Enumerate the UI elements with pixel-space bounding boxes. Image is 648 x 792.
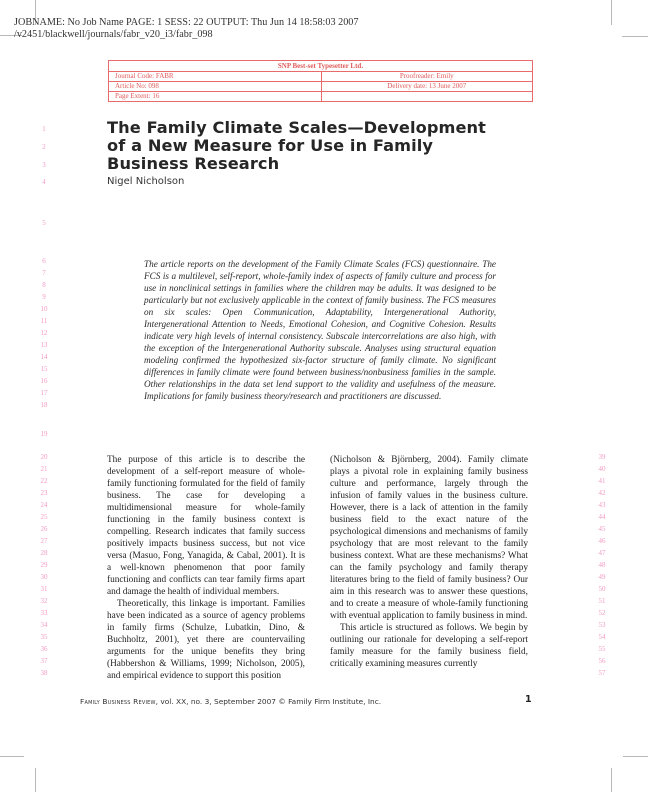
line-number: 13 [40, 341, 48, 349]
body-column-right [330, 454, 528, 670]
line-number: 16 [40, 377, 48, 385]
line-number: 21 [40, 465, 48, 473]
line-number: 17 [40, 389, 48, 397]
line-number: 51 [598, 597, 606, 605]
page-number: 1 [525, 694, 532, 705]
journal-footer [80, 697, 381, 706]
line-number: 49 [598, 573, 606, 581]
line-number: 22 [40, 477, 48, 485]
line-number: 40 [598, 465, 606, 473]
line-number: 36 [40, 645, 48, 653]
line-number: 23 [40, 489, 48, 497]
line-number: 54 [598, 633, 606, 641]
crop-mark [35, 768, 36, 792]
title-line: Business Research [107, 154, 280, 173]
abstract: The article reports on the development of the Family Climate Scales (FCS) questionnaire. The FCS is a multilevel, self-report, whole-family index of aspects of family culture and process for use in nonclinical settings in families where the children may be adults. It was designed to be particularly but not exclusively applicable in the context of family business. The FCS measures on six scales: Open Communication, Adaptability, Intergenerational Authority, Intergenerational Attention to Needs, Emotional Cohesion, and Cognitive Cohesion. Results indicate very high levels of internal consistency. Subscale intercorrelations are also high, with the exception of the Intergenerational Authority subscale. Analyses using structural equation modeling confirmed the hypothesized six-factor structure of family climate. No significant differences in family climate were found between business/nonbusiness families in the sample. Other relationships in the data set lend support to the validity and usefulness of the measure. Implications for family business theory/research and practitioners are discussed. [144, 259, 496, 401]
line-number: 35 [40, 633, 48, 641]
line-number: 48 [598, 561, 606, 569]
proof-box-header: SNP Best-set Typesetter Ltd. [109, 61, 532, 72]
typesetter-proof-box [108, 60, 533, 102]
line-number: 57 [598, 669, 606, 677]
line-number: 47 [598, 549, 606, 557]
crop-mark [0, 756, 24, 757]
line-number: 53 [598, 621, 606, 629]
proofreader: Proofreader: Emily [321, 72, 533, 81]
line-number: 31 [40, 585, 48, 593]
line-number: 42 [598, 489, 606, 497]
line-number: 52 [598, 609, 606, 617]
line-number: 11 [40, 317, 48, 325]
crop-mark [622, 36, 648, 37]
proof-box-row [109, 72, 532, 82]
line-number: 19 [40, 430, 48, 438]
line-number: 18 [40, 401, 48, 409]
line-number: 28 [40, 549, 48, 557]
proof-box-row [109, 92, 532, 101]
line-number: 55 [598, 645, 606, 653]
proof-box-row [109, 82, 532, 92]
line-number: 9 [42, 293, 46, 301]
page-extent: Page Extent: 16 [115, 92, 160, 100]
crop-mark [623, 756, 648, 757]
journal-name: Family Business Review [80, 697, 156, 706]
journal-code: Journal Code: FABR [115, 72, 174, 80]
line-number: 7 [42, 269, 46, 277]
line-number: 56 [598, 657, 606, 665]
line-number: 50 [598, 585, 606, 593]
line-number: 4 [42, 178, 46, 186]
line-number: 37 [40, 657, 48, 665]
line-number: 8 [42, 281, 46, 289]
article-title [107, 119, 527, 173]
body-paragraph: This article is structured as follows. We begin by outlining our rationale for developing a self-report family measure for the family business field, critically examining measures currently [330, 623, 528, 669]
line-number: 14 [40, 353, 48, 361]
job-header-line-1: JOBNAME: No Job Name PAGE: 1 SESS: 22 OUTPUT: Thu Jun 14 18:58:03 2007 [14, 17, 359, 28]
journal-citation: , vol. XX, no. 3, September 2007 © Family Firm Institute, Inc. [155, 697, 382, 706]
delivery-date: Delivery date: 13 June 2007 [321, 82, 533, 91]
line-number: 46 [598, 537, 606, 545]
line-number: 6 [42, 257, 46, 265]
line-number: 3 [42, 161, 46, 169]
line-number: 41 [598, 477, 606, 485]
crop-mark [611, 768, 612, 792]
line-number: 20 [40, 453, 48, 461]
line-number: 30 [40, 573, 48, 581]
line-number: 44 [598, 513, 606, 521]
body-paragraph: The purpose of this article is to describe the development of a self-report measure of whole-family functioning formulated for the field of family business. The case for developing a multidimensional measure for whole-family functioning in the family business context is compelling. Research indicates that family success positively impacts business success, but not vice versa (Masuo, Fong, Yanagida, & Cabal, 2001). It is a well-known phenomenon that poor family functioning and conflicts can tear family firms apart and damage the health of individual members. [107, 455, 305, 597]
line-number: 45 [598, 525, 606, 533]
line-number: 24 [40, 501, 48, 509]
line-number: 25 [40, 513, 48, 521]
line-number: 33 [40, 609, 48, 617]
line-number: 26 [40, 525, 48, 533]
line-number: 38 [40, 669, 48, 677]
line-number: 32 [40, 597, 48, 605]
line-number: 34 [40, 621, 48, 629]
line-number: 10 [40, 305, 48, 313]
line-number: 1 [42, 125, 46, 133]
line-number: 29 [40, 561, 48, 569]
title-line: of a New Measure for Use in Family [107, 136, 434, 155]
line-number: 15 [40, 365, 48, 373]
author-name: Nigel Nicholson [107, 176, 185, 187]
body-column-left [107, 454, 305, 682]
crop-mark [611, 0, 612, 25]
body-paragraph: (Nicholson & Björnberg, 2004). Family climate plays a pivotal role in explaining family business culture and performance, largely through the infusion of family values in the business culture. However, there is a lack of attention in the family business field to the exact nature of the psychological dimensions and mechanisms of family psychology that are most relevant to the family business context. What are these mechanisms? What can the family psychology and family therapy literatures bring to the field of family business? Our aim in this research was to answer these questions, and to create a measure of whole-family functioning with eventual application to family business in mind. [330, 455, 528, 621]
empty-cell [321, 92, 533, 101]
article-number: Article No: 098 [115, 82, 159, 90]
line-number: 2 [42, 143, 46, 151]
line-number: 27 [40, 537, 48, 545]
line-number: 43 [598, 501, 606, 509]
body-paragraph: Theoretically, this linkage is important. Families have been indicated as a source of agency problems in family firms (Schulze, Lubatkin, Dino, & Buchholtz, 2001), yet there are countervailing arguments for the unique benefits they bring (Habbershon & Williams, 1999; Nicholson, 2005), and empirical evidence to support this position [107, 599, 305, 681]
line-number: 12 [40, 329, 48, 337]
line-number: 5 [42, 219, 46, 227]
job-header-line-2: /v2451/blackwell/journals/fabr_v20_i3/fabr_098 [14, 29, 213, 40]
title-line: The Family Climate Scales—Development [107, 118, 487, 137]
line-number: 39 [598, 453, 606, 461]
